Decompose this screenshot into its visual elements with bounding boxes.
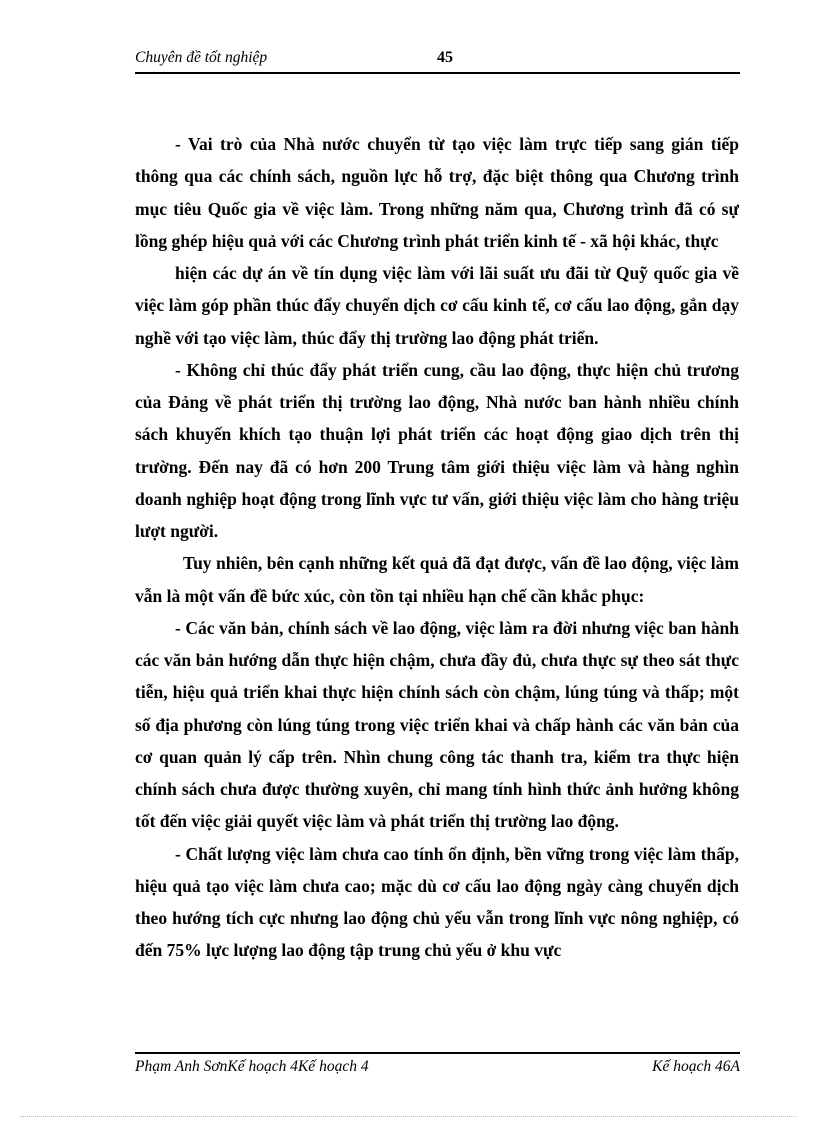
- footer-author: Phạm Anh SơnKế hoạch 4Kế hoạch 4: [135, 1058, 369, 1075]
- paragraph-1: - Vai trò của Nhà nước chuyển từ tạo việc làm trực tiếp sang gián tiếp thông qua các chính sách, nguồn lực hỗ trợ, đặc biệt thông qua Chương trình mục tiêu Quốc gia về việc làm. Trong những năm qua, Chương trình đã có sự lồng ghép hiệu quả với các Chương trình phát triển kinh tế - xã hội khác, thực: [135, 134, 739, 251]
- paragraph-2: hiện các dự án về tín dụng việc làm với lãi suất ưu đãi từ Quỹ quốc gia về việc làm góp phần thúc đẩy chuyển dịch cơ cấu kinh tế, cơ cấu lao động, gắn dạy nghề với tạo việc làm, thúc đẩy thị trường lao động phát triển.: [135, 263, 739, 348]
- page-bottom-divider: [20, 1116, 796, 1117]
- document-title: Chuyên đề tốt nghiệp: [135, 49, 268, 66]
- footer-class: Kế hoạch 46A: [652, 1058, 740, 1075]
- page-number: 45: [437, 49, 453, 66]
- paragraph-6: - Chất lượng việc làm chưa cao tính ổn định, bền vững trong việc làm thấp, hiệu quả tạo việc làm chưa cao; mặc dù cơ cấu lao động ngày càng chuyển dịch theo hướng tích cực nhưng lao động chủ yếu vẫn trong lĩnh vực nông nghiệp, có đến 75% lực lượng lao động tập trung chủ yếu ở khu vực: [135, 843, 739, 961]
- paragraph-3: - Không chỉ thúc đẩy phát triển cung, cầu lao động, thực hiện chủ trương của Đảng về phát triển thị trường lao động, Nhà nước ban hành nhiều chính sách khuyến khích tạo thuận lợi phát triển các hoạt động giao dịch trên thị trường. Đến nay đã có hơn 200 Trung tâm giới thiệu việc làm và hàng nghìn doanh nghiệp hoạt động trong lĩnh vực tư vấn, giới thiệu việc làm cho hàng triệu lượt người.: [135, 359, 739, 541]
- page-header: [135, 46, 740, 74]
- paragraph-4: Tuy nhiên, bên cạnh những kết quả đã đạt được, vấn đề lao động, việc làm vẫn là một vấn đề bức xúc, còn tồn tại nhiều hạn chế cần khắc phục:: [135, 553, 739, 606]
- body-text: [135, 128, 739, 967]
- page-footer: [135, 1052, 740, 1080]
- paragraph-5: - Các văn bản, chính sách về lao động, việc làm ra đời nhưng việc ban hành các văn bản hướng dẫn thực hiện chậm, chưa đầy đủ, chưa thực sự theo sát thực tiễn, hiệu quả triển khai thực hiện chính sách còn chậm, lúng túng và thấp; một số địa phương còn lúng túng trong việc triển khai và chấp hành các văn bản của cơ quan quản lý cấp trên. Nhìn chung công tác thanh tra, kiểm tra thực hiện chính sách chưa được thường xuyên, chỉ mang tính hình thức ảnh hưởng không tốt đến việc giải quyết việc làm và phát triển thị trường lao động.: [135, 617, 739, 832]
